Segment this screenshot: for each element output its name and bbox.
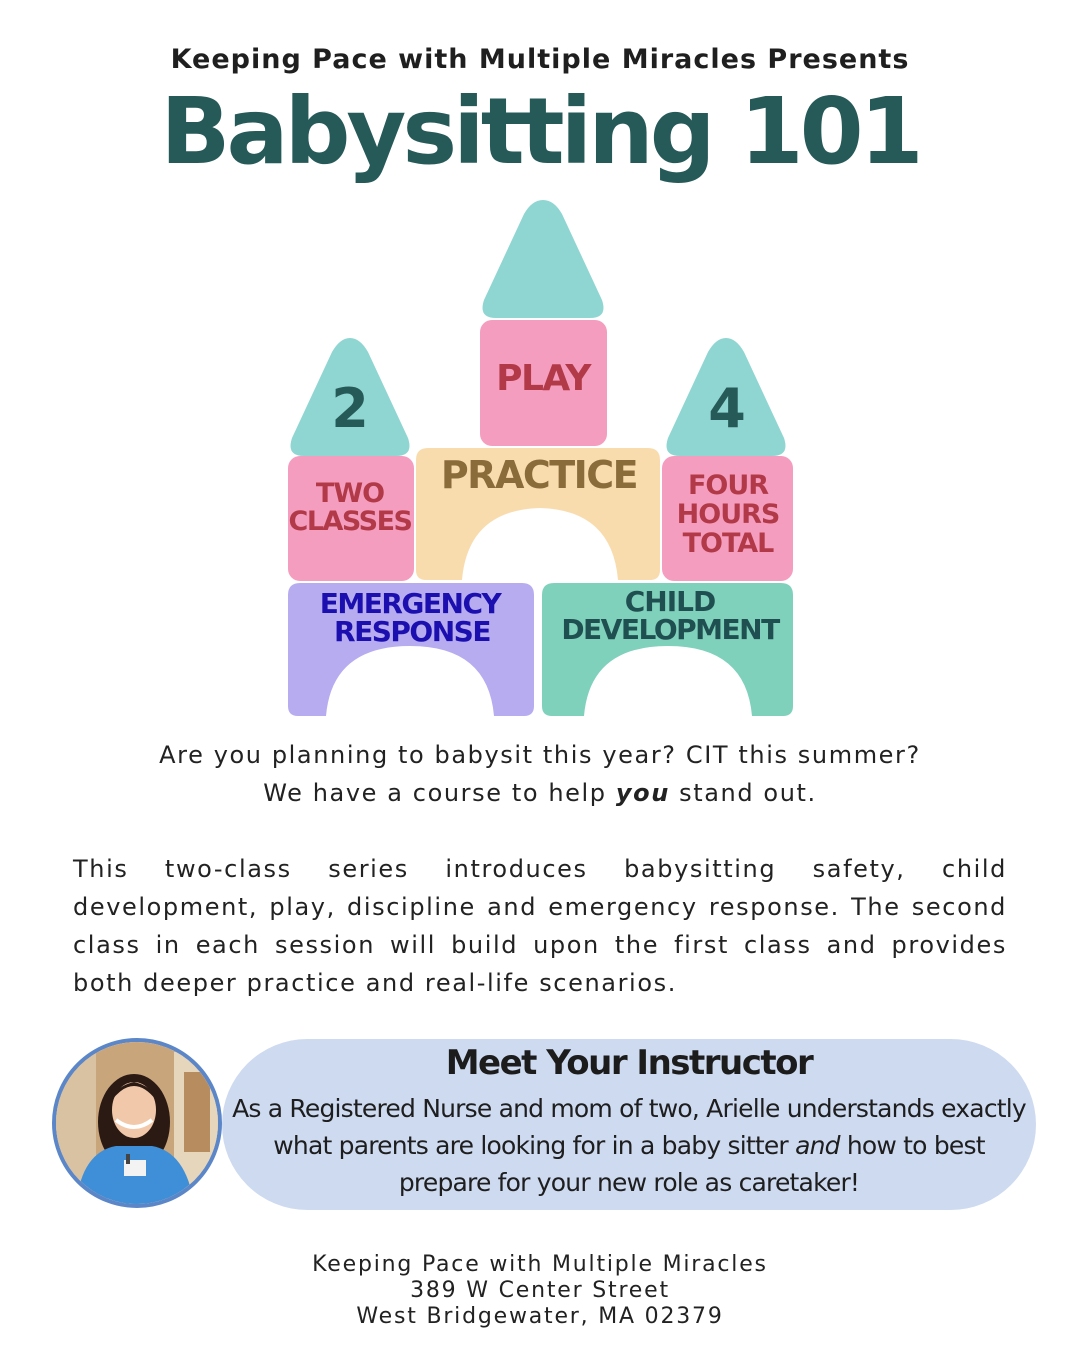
emergency-label-line1: EMERGENCY xyxy=(319,587,501,620)
practice-label: PRACTICE xyxy=(440,453,638,497)
four-hours-label-line1: FOUR xyxy=(687,470,769,501)
course-description: This two-class series introduces babysitting safety, child development, play, discipline and emergency response. The second class in each session will build upon the first class and provides both deeper practice and real-life scenarios. xyxy=(73,855,1007,997)
intro-text xyxy=(0,736,1080,812)
play-label: PLAY xyxy=(496,358,590,399)
tower-number-four: 4 xyxy=(708,377,746,440)
instructor-photo-illustration xyxy=(56,1042,218,1204)
footer-street: 389 W Center Street xyxy=(410,1278,670,1303)
top-roof-triangle xyxy=(483,200,604,318)
footer-org-name: Keeping Pace with Multiple Miracles xyxy=(312,1252,768,1277)
intro-line-2 xyxy=(0,774,1080,812)
instructor-heading: Meet Your Instructor xyxy=(445,1043,813,1083)
instructor-bio-post: how to best prepare for your new role as caretaker! xyxy=(398,1131,985,1197)
four-hours-label-line2: HOURS xyxy=(676,499,780,530)
instructor-photo xyxy=(52,1038,222,1208)
intro-emphasis: you xyxy=(615,779,670,807)
instructor-bio-emph: and xyxy=(795,1131,840,1160)
child-dev-label-line2: DEVELOPMENT xyxy=(561,613,779,646)
instructor-bio-pre: As a Registered Nurse and mom of two, Arielle understands exactly what parents are looking for in a baby sitter xyxy=(232,1094,1026,1160)
instructor-bio xyxy=(232,1090,1026,1201)
footer-city: West Bridgewater, MA 02379 xyxy=(356,1304,724,1329)
presenter-line: Keeping Pace with Multiple Miracles Presents xyxy=(170,44,910,75)
intro-line-2-pre: We have a course to help xyxy=(263,779,616,807)
page-title: Babysitting 101 xyxy=(160,78,920,185)
child-dev-label-line1: CHILD xyxy=(624,585,716,618)
four-hours-label-line3: TOTAL xyxy=(682,528,774,559)
intro-line-1: Are you planning to babysit this year? CIT this summer? xyxy=(159,741,921,769)
footer-address xyxy=(0,1252,1080,1330)
intro-line-2-post: stand out. xyxy=(669,779,817,807)
two-classes-label-line1: TWO xyxy=(315,478,385,509)
two-classes-label-line2: CLASSES xyxy=(288,506,412,537)
emergency-label-line2: RESPONSE xyxy=(334,615,490,648)
tower-number-two: 2 xyxy=(331,377,369,440)
